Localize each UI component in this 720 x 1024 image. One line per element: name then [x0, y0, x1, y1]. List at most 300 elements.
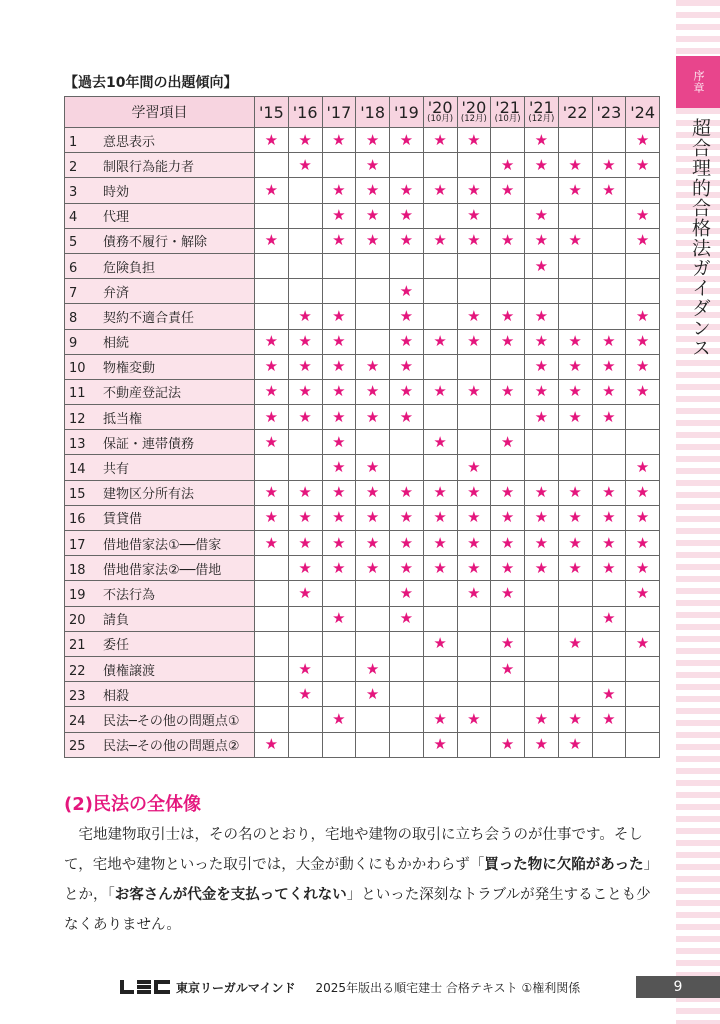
star-mark: ★	[356, 354, 390, 379]
empty-cell	[356, 606, 390, 631]
star-mark: ★	[525, 480, 559, 505]
star-mark: ★	[457, 455, 491, 480]
topic-cell	[65, 153, 255, 178]
topic-cell	[65, 430, 255, 455]
star-mark: ★	[491, 304, 525, 329]
topic-number: 4	[69, 210, 78, 226]
empty-cell	[592, 128, 626, 153]
star-mark: ★	[558, 379, 592, 404]
star-mark: ★	[525, 203, 559, 228]
body-text-2: 」とか，「	[64, 857, 659, 903]
star-mark: ★	[592, 178, 626, 203]
empty-cell	[558, 203, 592, 228]
table-row	[65, 505, 660, 530]
star-mark: ★	[423, 228, 457, 253]
topic-number: 9	[69, 336, 78, 352]
star-mark: ★	[558, 178, 592, 203]
table-body	[65, 128, 660, 758]
empty-cell	[423, 405, 457, 430]
star-mark: ★	[491, 228, 525, 253]
empty-cell	[390, 732, 424, 757]
star-mark: ★	[322, 531, 356, 556]
star-mark: ★	[457, 556, 491, 581]
star-mark: ★	[390, 228, 424, 253]
table-row	[65, 379, 660, 404]
star-mark: ★	[525, 128, 559, 153]
page-number: 9	[636, 976, 720, 998]
star-mark: ★	[356, 480, 390, 505]
star-mark: ★	[558, 329, 592, 354]
star-mark: ★	[525, 732, 559, 757]
year-header	[558, 97, 592, 128]
topic-number: 2	[69, 159, 78, 175]
star-mark: ★	[457, 379, 491, 404]
empty-cell	[390, 682, 424, 707]
empty-cell	[457, 354, 491, 379]
year-header	[423, 97, 457, 128]
topic-cell	[65, 405, 255, 430]
star-mark: ★	[423, 178, 457, 203]
book-title: 2025年版出る順宅建士 合格テキスト ①権利関係	[315, 980, 581, 995]
star-mark: ★	[288, 480, 322, 505]
star-mark: ★	[525, 329, 559, 354]
topic-name: 賃貸借	[103, 512, 143, 528]
star-mark: ★	[626, 354, 660, 379]
empty-cell	[255, 304, 289, 329]
star-mark: ★	[423, 480, 457, 505]
empty-cell	[457, 405, 491, 430]
star-mark: ★	[288, 379, 322, 404]
star-mark: ★	[558, 531, 592, 556]
empty-cell	[592, 203, 626, 228]
topic-number: 22	[69, 663, 86, 679]
year-label: '18	[360, 102, 385, 122]
star-mark: ★	[457, 329, 491, 354]
empty-cell	[457, 606, 491, 631]
empty-cell	[558, 656, 592, 681]
topic-cell	[65, 480, 255, 505]
star-mark: ★	[322, 505, 356, 530]
empty-cell	[626, 178, 660, 203]
table-row	[65, 732, 660, 757]
topic-number: 18	[69, 562, 86, 578]
year-label: '21	[495, 98, 520, 117]
year-header	[288, 97, 322, 128]
topic-name: 建物区分所有法	[103, 487, 195, 503]
star-mark: ★	[457, 531, 491, 556]
star-mark: ★	[322, 480, 356, 505]
star-mark: ★	[288, 556, 322, 581]
body-bold-1: 買った物に欠陥があった	[484, 857, 644, 873]
topic-cell	[65, 656, 255, 681]
topic-number: 25	[69, 739, 86, 755]
table-row	[65, 656, 660, 681]
year-header	[390, 97, 424, 128]
empty-cell	[322, 631, 356, 656]
star-mark: ★	[491, 178, 525, 203]
year-sublabel: (10月)	[494, 114, 521, 124]
star-mark: ★	[322, 178, 356, 203]
empty-cell	[423, 455, 457, 480]
star-mark: ★	[390, 581, 424, 606]
star-mark: ★	[457, 203, 491, 228]
empty-cell	[491, 354, 525, 379]
star-mark: ★	[491, 732, 525, 757]
lec-logo-icon	[120, 979, 172, 995]
year-header	[592, 97, 626, 128]
topic-cell	[65, 354, 255, 379]
star-mark: ★	[423, 707, 457, 732]
empty-cell	[525, 682, 559, 707]
empty-cell	[423, 682, 457, 707]
star-mark: ★	[288, 656, 322, 681]
topic-name: 借地借家法②──借地	[103, 562, 222, 578]
empty-cell	[626, 682, 660, 707]
star-mark: ★	[525, 354, 559, 379]
table-row	[65, 405, 660, 430]
topic-cell	[65, 682, 255, 707]
star-mark: ★	[322, 128, 356, 153]
topic-name: 委任	[103, 638, 130, 654]
star-mark: ★	[626, 581, 660, 606]
star-mark: ★	[423, 505, 457, 530]
empty-cell	[356, 279, 390, 304]
topic-number: 1	[69, 134, 78, 150]
empty-cell	[288, 228, 322, 253]
table-row	[65, 203, 660, 228]
empty-cell	[356, 430, 390, 455]
empty-cell	[491, 606, 525, 631]
star-mark: ★	[390, 556, 424, 581]
star-mark: ★	[288, 405, 322, 430]
topic-cell	[65, 606, 255, 631]
empty-cell	[525, 631, 559, 656]
table-row	[65, 455, 660, 480]
empty-cell	[491, 128, 525, 153]
empty-cell	[525, 455, 559, 480]
star-mark: ★	[558, 480, 592, 505]
star-mark: ★	[457, 228, 491, 253]
star-mark: ★	[525, 228, 559, 253]
star-mark: ★	[255, 531, 289, 556]
star-mark: ★	[558, 707, 592, 732]
topic-name: 制限行為能力者	[103, 159, 195, 175]
empty-cell	[491, 279, 525, 304]
year-label: '19	[393, 102, 419, 122]
star-mark: ★	[491, 656, 525, 681]
star-mark: ★	[626, 505, 660, 530]
star-mark: ★	[322, 379, 356, 404]
empty-cell	[457, 430, 491, 455]
empty-cell	[423, 354, 457, 379]
star-mark: ★	[592, 531, 626, 556]
table-header-row	[65, 97, 660, 128]
star-mark: ★	[626, 228, 660, 253]
star-mark: ★	[592, 153, 626, 178]
star-mark: ★	[390, 606, 424, 631]
topic-name: 不法行為	[103, 587, 156, 603]
star-mark: ★	[390, 405, 424, 430]
empty-cell	[322, 581, 356, 606]
star-mark: ★	[255, 430, 289, 455]
empty-cell	[356, 581, 390, 606]
year-label: '22	[562, 102, 588, 122]
topic-number: 7	[69, 285, 78, 301]
topic-cell	[65, 455, 255, 480]
empty-cell	[457, 153, 491, 178]
empty-cell	[592, 581, 626, 606]
star-mark: ★	[322, 707, 356, 732]
star-mark: ★	[423, 379, 457, 404]
topic-name: 契約不適合責任	[103, 310, 195, 326]
star-mark: ★	[288, 505, 322, 530]
table-row	[65, 430, 660, 455]
topic-name: 請負	[103, 613, 130, 629]
star-mark: ★	[356, 682, 390, 707]
topic-name: 借地借家法①──借家	[103, 537, 222, 553]
star-mark: ★	[356, 379, 390, 404]
empty-cell	[525, 430, 559, 455]
topic-number: 12	[69, 411, 86, 427]
star-mark: ★	[390, 279, 424, 304]
star-mark: ★	[322, 430, 356, 455]
star-mark: ★	[322, 329, 356, 354]
empty-cell	[322, 279, 356, 304]
lec-logo	[120, 979, 172, 995]
star-mark: ★	[255, 379, 289, 404]
table-row	[65, 279, 660, 304]
star-mark: ★	[356, 178, 390, 203]
empty-cell	[457, 656, 491, 681]
star-mark: ★	[356, 203, 390, 228]
star-mark: ★	[525, 531, 559, 556]
topic-name: 意思表示	[103, 134, 156, 150]
empty-cell	[558, 581, 592, 606]
empty-cell	[322, 253, 356, 278]
star-mark: ★	[390, 178, 424, 203]
star-mark: ★	[457, 707, 491, 732]
topic-number: 23	[69, 688, 86, 704]
table-row	[65, 128, 660, 153]
empty-cell	[558, 304, 592, 329]
star-mark: ★	[592, 682, 626, 707]
empty-cell	[525, 279, 559, 304]
year-header	[457, 97, 491, 128]
empty-cell	[390, 631, 424, 656]
empty-cell	[356, 253, 390, 278]
star-mark: ★	[390, 354, 424, 379]
star-mark: ★	[491, 430, 525, 455]
star-mark: ★	[592, 405, 626, 430]
table-row	[65, 480, 660, 505]
star-mark: ★	[423, 128, 457, 153]
star-mark: ★	[525, 379, 559, 404]
topic-cell	[65, 631, 255, 656]
star-mark: ★	[390, 329, 424, 354]
star-mark: ★	[390, 480, 424, 505]
empty-cell	[558, 606, 592, 631]
star-mark: ★	[457, 304, 491, 329]
empty-cell	[592, 656, 626, 681]
star-mark: ★	[390, 505, 424, 530]
empty-cell	[390, 707, 424, 732]
empty-cell	[525, 581, 559, 606]
subject-header: 学習項目	[65, 97, 255, 128]
star-mark: ★	[255, 480, 289, 505]
table-row	[65, 228, 660, 253]
topic-number: 11	[69, 386, 86, 402]
topic-name: 相続	[103, 336, 130, 352]
empty-cell	[288, 203, 322, 228]
empty-cell	[491, 405, 525, 430]
star-mark: ★	[322, 304, 356, 329]
star-mark: ★	[626, 203, 660, 228]
topic-cell	[65, 253, 255, 278]
topic-cell	[65, 505, 255, 530]
empty-cell	[423, 581, 457, 606]
star-mark: ★	[558, 228, 592, 253]
topic-cell	[65, 178, 255, 203]
star-mark: ★	[592, 707, 626, 732]
topic-cell	[65, 203, 255, 228]
star-mark: ★	[288, 531, 322, 556]
empty-cell	[255, 455, 289, 480]
star-mark: ★	[322, 354, 356, 379]
topic-name: 代理	[103, 210, 130, 226]
empty-cell	[356, 329, 390, 354]
empty-cell	[626, 253, 660, 278]
empty-cell	[491, 707, 525, 732]
table-row	[65, 253, 660, 278]
star-mark: ★	[491, 379, 525, 404]
table-row	[65, 631, 660, 656]
topic-number: 10	[69, 361, 86, 377]
empty-cell	[626, 656, 660, 681]
star-mark: ★	[592, 480, 626, 505]
table-row	[65, 329, 660, 354]
topic-number: 5	[69, 235, 78, 251]
year-label: '21	[528, 98, 554, 117]
year-label: '20	[461, 98, 487, 117]
table-row	[65, 178, 660, 203]
year-label: '15	[258, 102, 284, 122]
year-header	[356, 97, 390, 128]
empty-cell	[592, 631, 626, 656]
star-mark: ★	[558, 354, 592, 379]
star-mark: ★	[288, 354, 322, 379]
year-label: '16	[292, 102, 318, 122]
table-row	[65, 707, 660, 732]
year-header	[255, 97, 289, 128]
star-mark: ★	[356, 505, 390, 530]
empty-cell	[525, 178, 559, 203]
star-mark: ★	[322, 405, 356, 430]
topic-number: 20	[69, 613, 86, 629]
empty-cell	[491, 203, 525, 228]
star-mark: ★	[423, 631, 457, 656]
table-row	[65, 556, 660, 581]
star-mark: ★	[423, 531, 457, 556]
star-mark: ★	[491, 581, 525, 606]
year-sublabel: (12月)	[528, 114, 555, 124]
star-mark: ★	[288, 128, 322, 153]
star-mark: ★	[322, 203, 356, 228]
star-mark: ★	[592, 379, 626, 404]
table-heading: 【過去10年間の出題傾向】	[64, 75, 238, 91]
empty-cell	[558, 279, 592, 304]
star-mark: ★	[255, 178, 289, 203]
topic-name: 民法─その他の問題点①	[103, 713, 240, 729]
empty-cell	[626, 732, 660, 757]
topic-cell	[65, 329, 255, 354]
star-mark: ★	[558, 732, 592, 757]
star-mark: ★	[322, 455, 356, 480]
star-mark: ★	[255, 505, 289, 530]
star-mark: ★	[423, 556, 457, 581]
empty-cell	[288, 178, 322, 203]
year-header	[626, 97, 660, 128]
star-mark: ★	[525, 153, 559, 178]
topic-number: 14	[69, 462, 86, 478]
star-mark: ★	[457, 178, 491, 203]
star-mark: ★	[558, 505, 592, 530]
empty-cell	[255, 631, 289, 656]
exam-trend-table	[64, 96, 660, 758]
empty-cell	[390, 455, 424, 480]
star-mark: ★	[525, 556, 559, 581]
empty-cell	[592, 304, 626, 329]
star-mark: ★	[525, 505, 559, 530]
empty-cell	[423, 606, 457, 631]
star-mark: ★	[626, 455, 660, 480]
star-mark: ★	[356, 153, 390, 178]
body-bold-2: お客さんが代金を支払ってくれない	[114, 887, 347, 903]
empty-cell	[423, 153, 457, 178]
empty-cell	[255, 279, 289, 304]
star-mark: ★	[592, 606, 626, 631]
star-mark: ★	[491, 631, 525, 656]
topic-cell	[65, 379, 255, 404]
topic-cell	[65, 581, 255, 606]
topic-name: 危険負担	[103, 260, 156, 276]
topic-cell	[65, 228, 255, 253]
body-text-3: 」といった深刻なトラブルが発生することも少なくありません。	[64, 887, 651, 933]
star-mark: ★	[390, 203, 424, 228]
year-sublabel: (10月)	[427, 114, 454, 124]
star-mark: ★	[626, 631, 660, 656]
star-mark: ★	[525, 304, 559, 329]
star-mark: ★	[255, 405, 289, 430]
topic-cell	[65, 732, 255, 757]
star-mark: ★	[592, 505, 626, 530]
star-mark: ★	[288, 153, 322, 178]
topic-cell	[65, 304, 255, 329]
topic-name: 時効	[103, 184, 130, 200]
star-mark: ★	[558, 153, 592, 178]
topic-name: 債務不履行・解除	[103, 235, 208, 251]
table-row	[65, 606, 660, 631]
star-mark: ★	[288, 329, 322, 354]
brand-name: 東京リーガルマインド	[176, 980, 296, 995]
empty-cell	[322, 153, 356, 178]
empty-cell	[457, 682, 491, 707]
empty-cell	[491, 682, 525, 707]
empty-cell	[423, 203, 457, 228]
star-mark: ★	[626, 531, 660, 556]
chapter-tab: 序章	[676, 56, 720, 108]
star-mark: ★	[457, 581, 491, 606]
empty-cell	[558, 253, 592, 278]
